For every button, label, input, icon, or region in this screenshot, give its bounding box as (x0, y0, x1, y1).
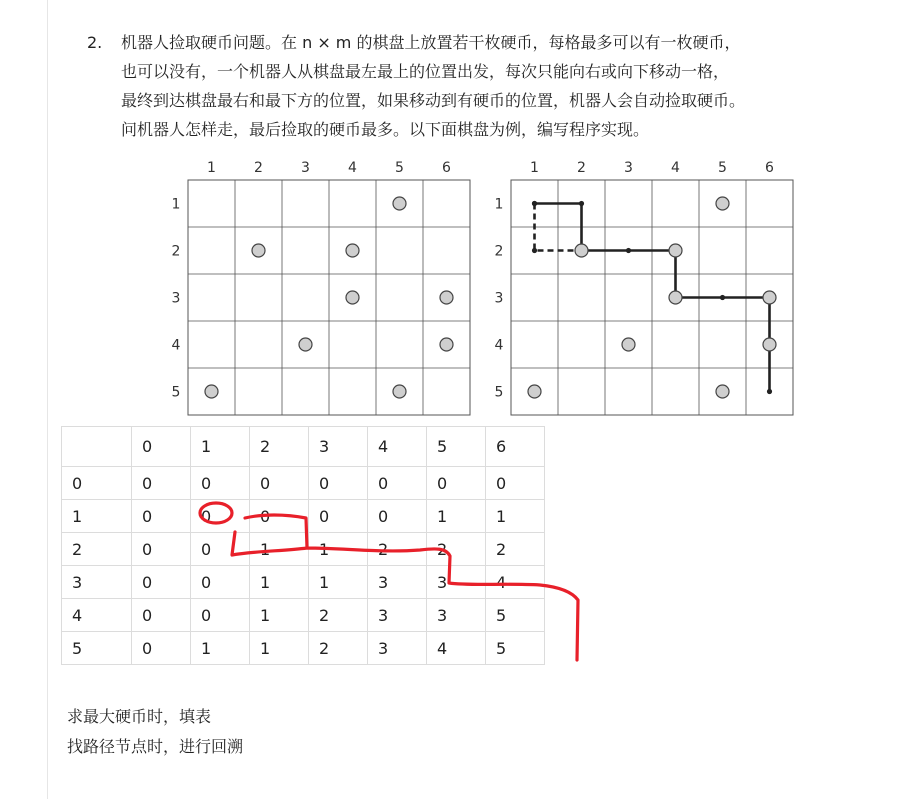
dp-cell: 0 (191, 500, 250, 533)
board-path-node (767, 389, 772, 394)
dp-header-cell: 2 (250, 427, 309, 467)
dp-header-cell: 5 (427, 427, 486, 467)
dp-cell: 1 (309, 533, 368, 566)
dp-cell: 4 (486, 566, 545, 599)
board-row-label: 1 (494, 196, 504, 213)
dp-row-label: 1 (62, 500, 132, 533)
board-col-label: 3 (624, 160, 633, 176)
board-col-label: 6 (765, 160, 774, 176)
dp-row-label: 2 (62, 533, 132, 566)
board-col-label: 1 (207, 160, 216, 176)
dp-header-cell (62, 427, 132, 467)
dp-cell: 4 (427, 632, 486, 665)
board-col-label: 4 (671, 160, 680, 176)
dp-cell: 3 (368, 632, 427, 665)
dp-cell: 0 (132, 632, 191, 665)
dp-header-row (62, 427, 545, 467)
board-row-label: 1 (171, 196, 181, 213)
board-path-node (532, 248, 537, 253)
dp-row (62, 467, 545, 500)
dp-row (62, 533, 545, 566)
board-col-label: 6 (442, 160, 451, 176)
coin (622, 338, 635, 351)
dp-cell: 0 (132, 500, 191, 533)
problem-line-3: 最终到达棋盘最右和最下方的位置，如果移动到有硬币的位置，机器人会自动捡取硬币。 (121, 91, 746, 110)
dp-cell: 0 (191, 599, 250, 632)
dp-cell: 1 (250, 632, 309, 665)
notes (67, 702, 243, 762)
coin (669, 244, 682, 257)
dp-header-cell: 1 (191, 427, 250, 467)
coin (440, 291, 453, 304)
note-fill-table: 求最大硬币时，填表 (67, 707, 212, 726)
dp-cell: 3 (368, 599, 427, 632)
dp-cell: 3 (427, 566, 486, 599)
dp-header-cell: 6 (486, 427, 545, 467)
dp-row (62, 566, 545, 599)
dp-cell: 0 (427, 467, 486, 500)
coin (716, 385, 729, 398)
dp-cell: 0 (132, 566, 191, 599)
dp-cell: 0 (132, 467, 191, 500)
dp-row (62, 599, 545, 632)
dp-cell: 0 (309, 500, 368, 533)
board-row-label: 4 (494, 337, 504, 354)
dp-cell: 2 (309, 632, 368, 665)
dp-row-label: 0 (62, 467, 132, 500)
dp-cell: 1 (486, 500, 545, 533)
dp-cell: 3 (427, 599, 486, 632)
board-col-label: 5 (395, 160, 404, 176)
dp-cell: 0 (250, 467, 309, 500)
problem-number: 2. (87, 33, 103, 52)
coin (299, 338, 312, 351)
dp-row-label: 5 (62, 632, 132, 665)
board-row-label: 3 (171, 290, 181, 307)
coin (440, 338, 453, 351)
dp-cell: 3 (368, 566, 427, 599)
board-row-label: 4 (171, 337, 181, 354)
board-col-label: 5 (718, 160, 727, 176)
board-col-label: 1 (530, 160, 539, 176)
dp-cell: 2 (368, 533, 427, 566)
dp-cell: 0 (309, 467, 368, 500)
board-col-label: 3 (301, 160, 310, 176)
coin (346, 244, 359, 257)
dp-cell: 0 (132, 599, 191, 632)
board-row-label: 2 (494, 243, 504, 260)
board-path-node (579, 201, 584, 206)
coin (346, 291, 359, 304)
dp-cell: 1 (309, 566, 368, 599)
board-col-label: 4 (348, 160, 357, 176)
coin (252, 244, 265, 257)
dp-cell: 5 (486, 599, 545, 632)
coin (716, 197, 729, 210)
dp-cell: 0 (250, 500, 309, 533)
coin (575, 244, 588, 257)
dp-cell: 0 (191, 566, 250, 599)
board-col-label: 2 (577, 160, 586, 176)
problem-line-1: 机器人捡取硬币问题。在 n × m 的棋盘上放置若干枚硬币，每格最多可以有一枚硬币， (121, 33, 741, 52)
coin (669, 291, 682, 304)
coin (763, 338, 776, 351)
dp-cell: 1 (250, 566, 309, 599)
coin (393, 385, 406, 398)
dp-cell: 1 (427, 500, 486, 533)
dp-cell: 0 (368, 467, 427, 500)
coin (763, 291, 776, 304)
dp-row-label: 4 (62, 599, 132, 632)
problem-line-2: 也可以没有，一个机器人从棋盘最左最上的位置出发，每次只能向右或向下移动一格， (121, 62, 730, 81)
dp-cell: 0 (368, 500, 427, 533)
dp-header-cell: 4 (368, 427, 427, 467)
dp-header-cell: 0 (132, 427, 191, 467)
coin (393, 197, 406, 210)
dp-row-label: 3 (62, 566, 132, 599)
dp-row (62, 632, 545, 665)
dp-row (62, 500, 545, 533)
dp-table (61, 426, 545, 665)
dp-cell: 5 (486, 632, 545, 665)
dp-cell: 1 (250, 533, 309, 566)
board-path-node (532, 201, 537, 206)
coin (528, 385, 541, 398)
note-backtrack: 找路径节点时，进行回溯 (67, 737, 244, 756)
board-row-label: 5 (171, 384, 181, 401)
dp-cell: 2 (486, 533, 545, 566)
dp-cell: 2 (309, 599, 368, 632)
board-col-label: 2 (254, 160, 263, 176)
board-row-label: 3 (494, 290, 504, 307)
coin-boards-figure (160, 150, 810, 418)
board-row-label: 2 (171, 243, 181, 260)
dp-cell: 1 (191, 632, 250, 665)
dp-cell: 0 (191, 533, 250, 566)
dp-cell: 1 (250, 599, 309, 632)
problem-line-4: 问机器人怎样走，最后捡取的硬币最多。以下面棋盘为例，编写程序实现。 (121, 120, 650, 139)
dp-cell: 2 (427, 533, 486, 566)
dp-cell: 0 (132, 533, 191, 566)
coin-board-left (172, 160, 470, 415)
board-path-node (626, 248, 631, 253)
board-path-node (720, 295, 725, 300)
dp-cell: 0 (486, 467, 545, 500)
coin-board-right-with-path (495, 160, 793, 415)
dp-header-cell: 3 (309, 427, 368, 467)
dp-cell: 0 (191, 467, 250, 500)
coin (205, 385, 218, 398)
board-row-label: 5 (494, 384, 504, 401)
